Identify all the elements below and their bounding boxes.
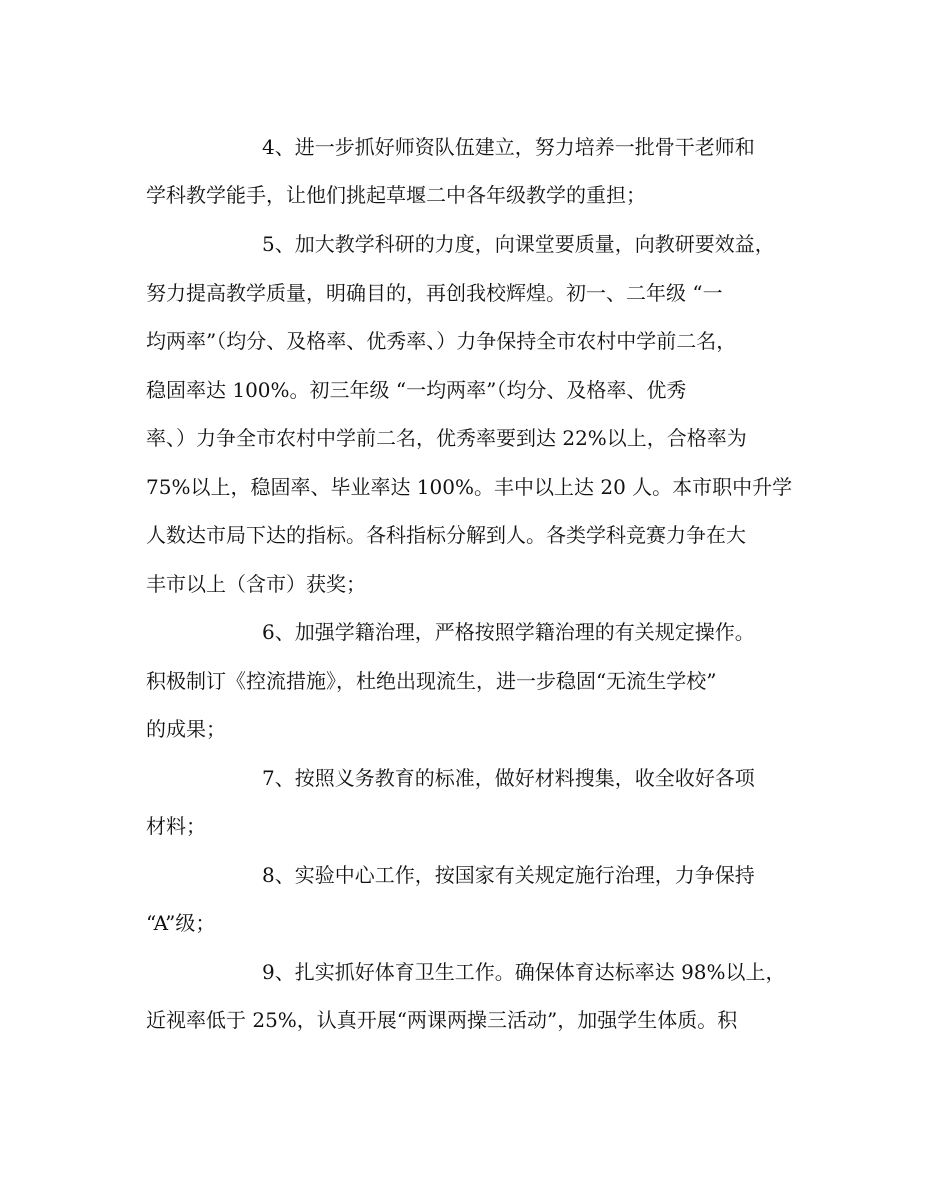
text-line: 75%以上，稳固率、毕业率达 100%。丰中以上达 20 人。本市职中升学 — [146, 475, 793, 499]
text-line: 5、加大教学科研的力度，向课堂要质量，向教研要效益， — [262, 232, 775, 256]
text-line: 8、实验中心工作，按国家有关规定施行治理，力争保持 — [262, 863, 755, 887]
text-line: 人数达市局下达的指标。各科指标分解到人。各类学科竞赛力争在大 — [146, 523, 746, 547]
text-line: 均两率”（均分、及格率、优秀率、）力争保持全市农村中学前二名， — [146, 329, 737, 353]
text-line: 7、按照义务教育的标准，做好材料搜集，收全收好各项 — [262, 766, 755, 790]
text-line: 材料； — [146, 814, 206, 838]
text-line: 率、）力争全市农村中学前二名，优秀率要到达 22%以上，合格率为 — [146, 426, 747, 450]
text-line: 4、进一步抓好师资队伍建立，努力培养一批骨干老师和 — [262, 135, 755, 159]
text-line: 努力提高教学质量，明确目的，再创我校辉煌。初一、二年级 “一 — [146, 281, 723, 305]
text-line: 近视率低于 25%，认真开展“两课两操三活动”，加强学生体质。积 — [146, 1008, 738, 1032]
text-line: 的成果； — [146, 717, 226, 741]
text-line: 积极制订《控流措施》，杜绝出现流生，进一步稳固“无流生学校” — [146, 669, 717, 693]
text-line: “A”级； — [146, 911, 216, 935]
text-line: 丰市以上（含市）获奖； — [146, 572, 366, 596]
text-line: 9、扎实抓好体育卫生工作。确保体育达标率达 98%以上， — [262, 960, 786, 984]
text-line: 学科教学能手，让他们挑起草堰二中各年级教学的重担； — [146, 183, 646, 207]
text-line: 6、加强学籍治理，严格按照学籍治理的有关规定操作。 — [262, 620, 755, 644]
text-line: 稳固率达 100%。初三年级 “一均两率”（均分、及格率、优秀 — [146, 378, 687, 402]
